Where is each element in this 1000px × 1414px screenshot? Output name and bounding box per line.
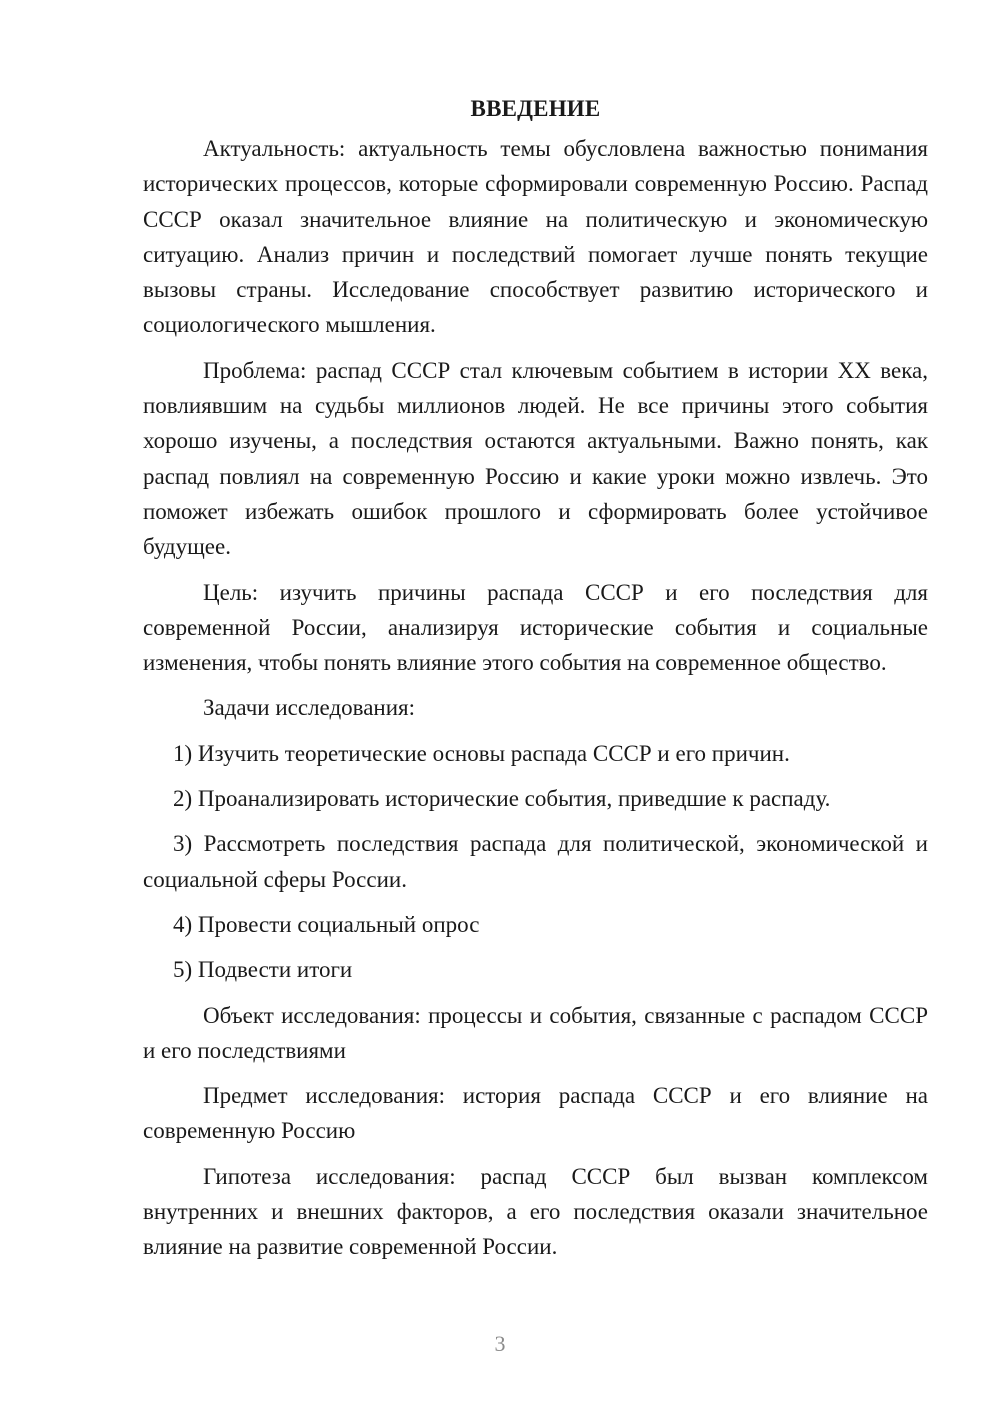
problem-paragraph: Проблема: распад СССР стал ключевым событием в истории XX века, повлиявшим на судьбы миллионов людей. Не все причины этого события хорошо изучены, а последствия остаются актуальными. Важно понять, как распад повлиял на современную Россию и какие уроки можно извлечь. Это поможет избежать ошибок прошлого и сформировать более устойчивое будущее. bbox=[143, 357, 928, 560]
page-content bbox=[143, 91, 928, 1275]
task-item-1: 1) Изучить теоретические основы распада СССР и его причин. bbox=[173, 740, 790, 766]
hypothesis-paragraph: Гипотеза исследования: распад СССР был вызван комплексом внутренних и внешних факторов, а его последствия оказали значительное влияние на развитие современной России. bbox=[143, 1163, 928, 1260]
goal-paragraph: Цель: изучить причины распада СССР и его последствия для современной России, анализируя исторические события и социальные изменения, чтобы понять влияние этого события на современное общество. bbox=[143, 579, 928, 676]
object-paragraph: Объект исследования: процессы и события, связанные с распадом СССР и его последствиями bbox=[143, 1002, 928, 1063]
page-number: 3 bbox=[494, 1331, 506, 1356]
tasks-heading: Задачи исследования: bbox=[203, 695, 416, 721]
task-item-4: 4) Провести социальный опрос bbox=[173, 911, 480, 937]
task-item-2: 2) Проанализировать исторические события, приведшие к распаду. bbox=[173, 786, 831, 812]
subject-paragraph: Предмет исследования: история распада СССР и его влияние на современную Россию bbox=[143, 1083, 928, 1144]
task-item-3: 3) Рассмотреть последствия распада для политической, экономической и социальной сферы России. bbox=[143, 831, 928, 892]
section-title: ВВЕДЕНИЕ bbox=[470, 96, 601, 121]
task-item-5: 5) Подвести итоги bbox=[173, 957, 353, 983]
relevance-paragraph: Актуальность: актуальность темы обусловлена важностью понимания исторических процессов, которые сформировали современную Россию. Распад СССР оказал значительное влияние на политическую и экономическую ситуацию. Анализ причин и последствий помогает лучше понять текущие вызовы страны. Исследование способствует развитию исторического и социологического мышления. bbox=[143, 136, 928, 338]
